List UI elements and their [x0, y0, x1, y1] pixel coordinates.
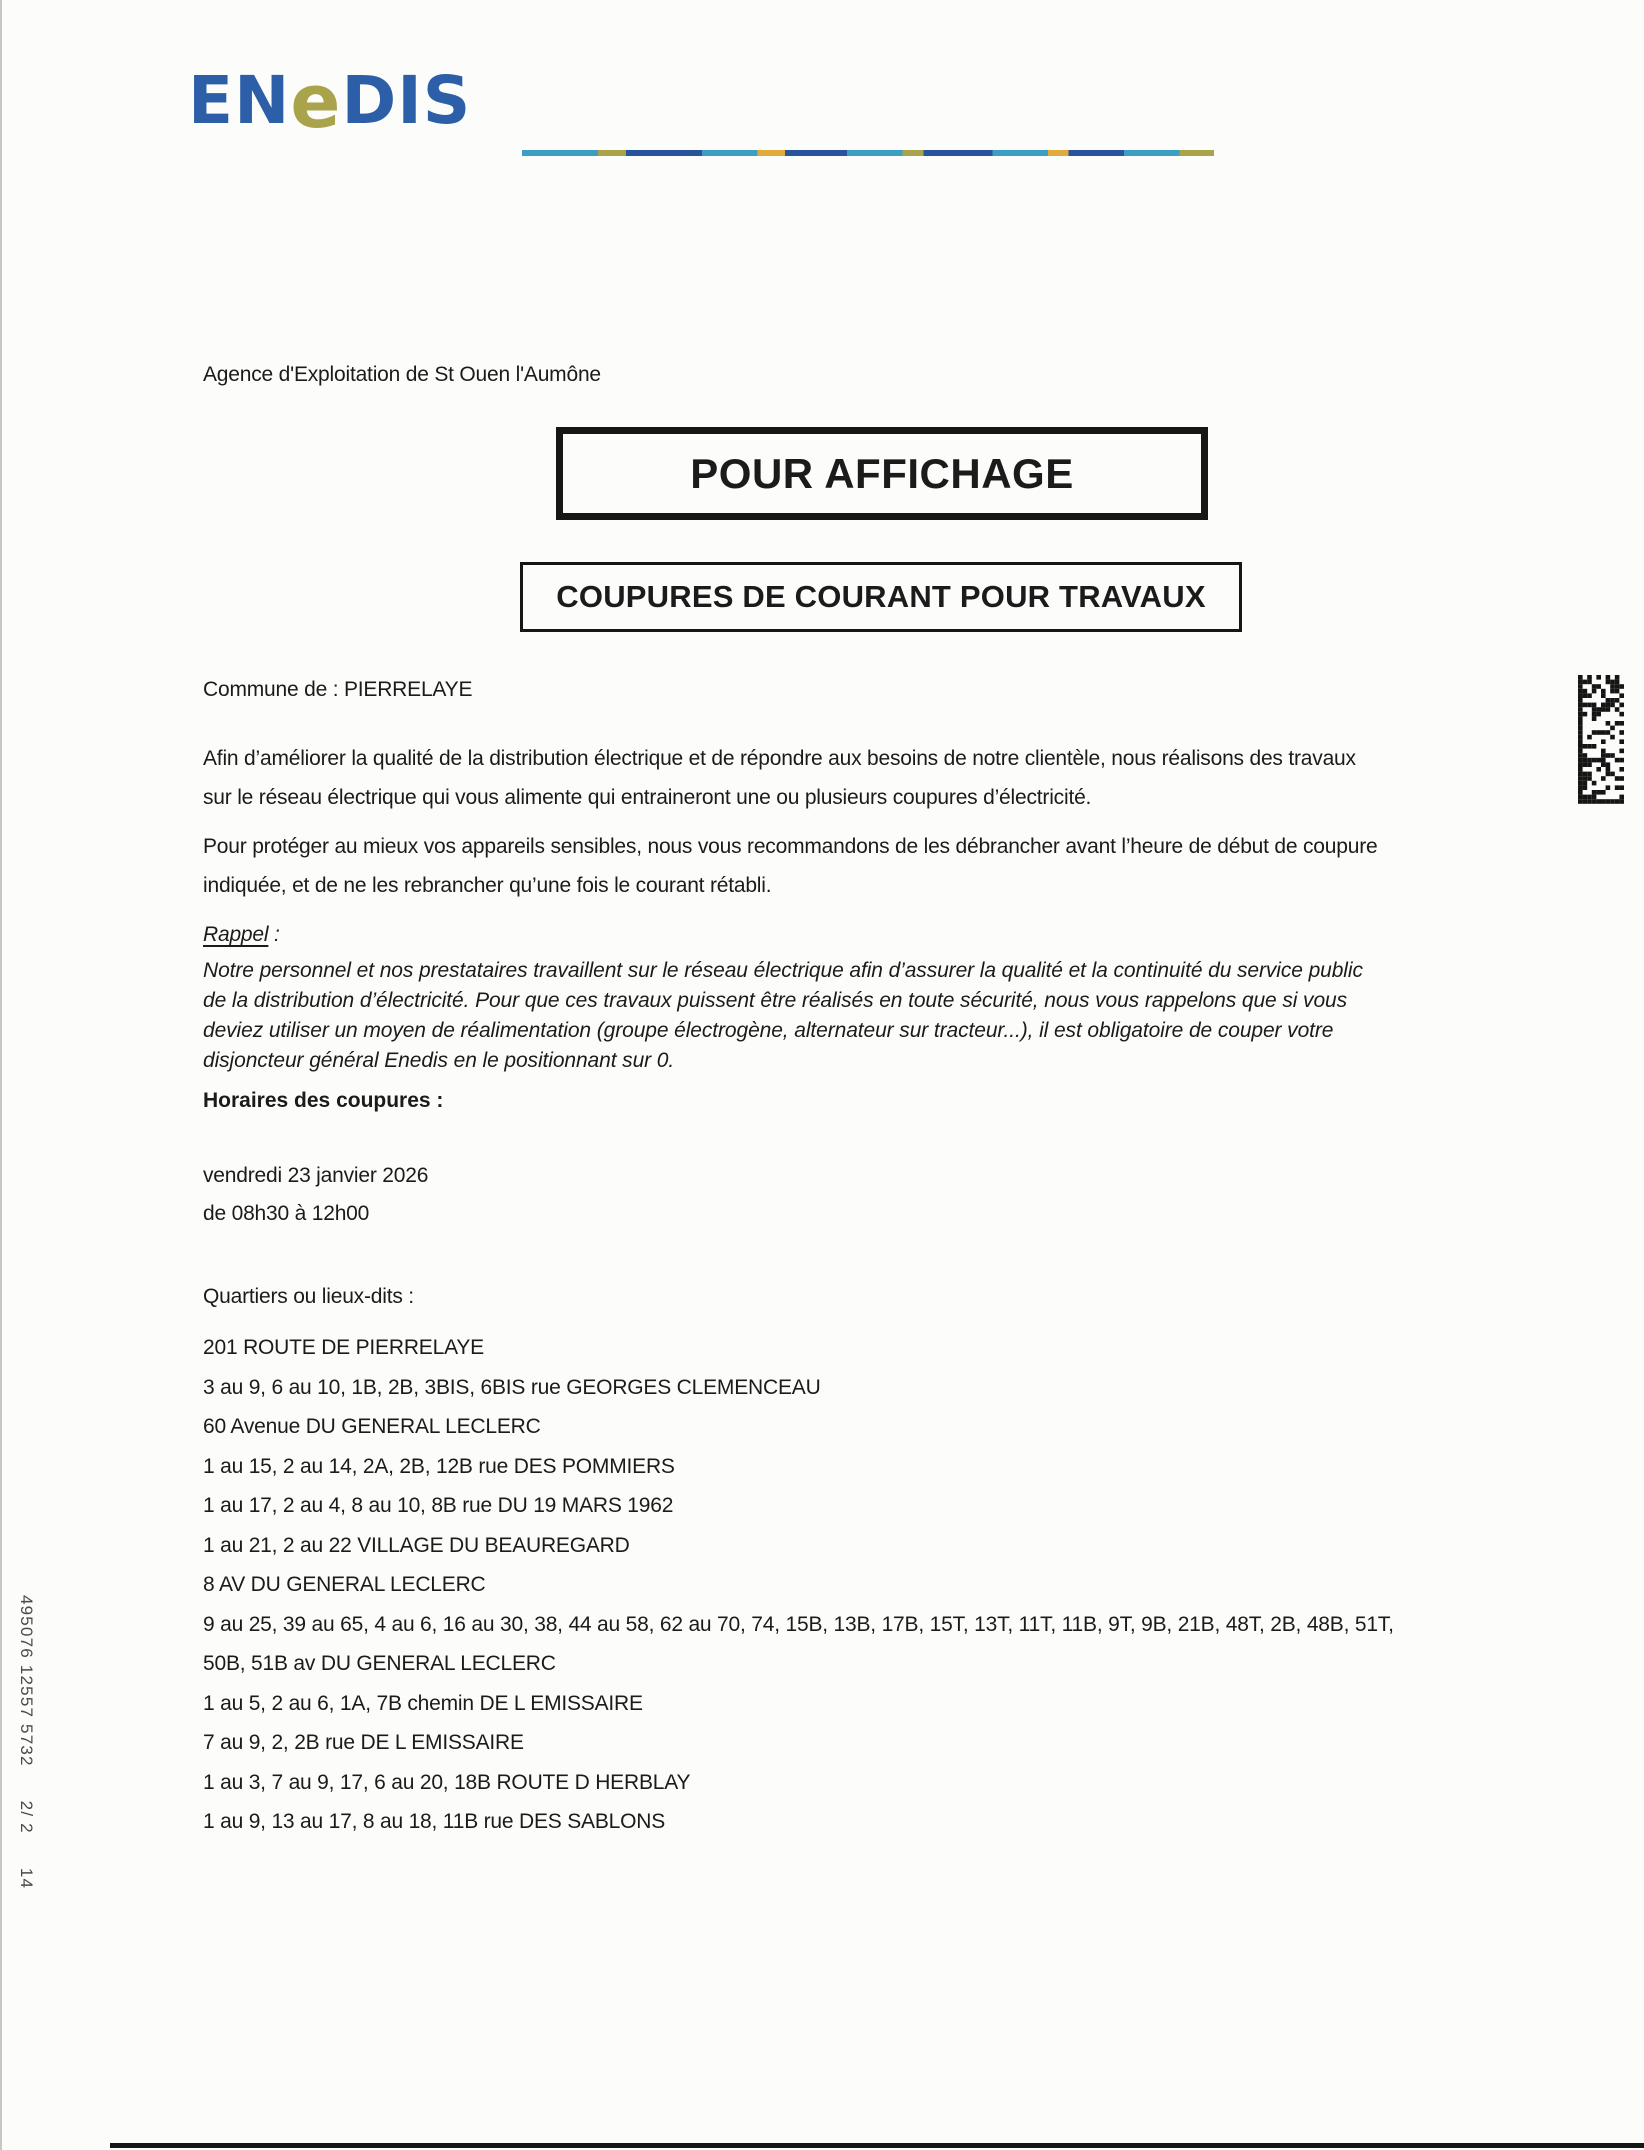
logo-text-mid: e — [290, 59, 342, 145]
streets-list — [203, 1328, 1394, 1842]
logo-separator-line — [522, 150, 1214, 156]
scan-edge-left — [0, 0, 2, 2150]
schedule-time: de 08h30 à 12h00 — [203, 1202, 370, 1225]
horaires-heading: Horaires des coupures : — [203, 1089, 444, 1112]
advice-paragraph — [203, 827, 1378, 905]
sidebar-reference — [16, 1595, 36, 1889]
text-line: 1 au 3, 7 au 9, 17, 6 au 20, 18B ROUTE D HERBLAY — [203, 1770, 691, 1794]
sidebar-page: 2/ 2 — [17, 1800, 36, 1834]
text-line: 3 au 9, 6 au 10, 1B, 2B, 3BIS, 6BIS rue GEORGES CLEMENCEAU — [203, 1375, 821, 1399]
intro-paragraph — [203, 739, 1356, 817]
text-line: 7 au 9, 2, 2B rue DE L EMISSAIRE — [203, 1731, 524, 1754]
agency-line: Agence d'Exploitation de St Ouen l'Aumône — [203, 363, 601, 386]
sidebar-code: 495076 12557 5732 — [17, 1595, 36, 1767]
affichage-banner-text: POUR AFFICHAGE — [690, 449, 1074, 497]
coupures-banner-text: COUPURES DE COURANT POUR TRAVAUX — [556, 579, 1206, 614]
text-line: 1 au 5, 2 au 6, 1A, 7B chemin DE L EMISSAIRE — [203, 1691, 643, 1715]
text-line: Notre personnel et nos prestataires travaillent sur le réseau électrique afin d’assurer la qualité et la continuité du service public — [203, 959, 1363, 982]
commune-line: Commune de : PIERRELAYE — [203, 678, 473, 701]
logo-text-right: DIS — [341, 61, 472, 139]
sidebar-sheet: 14 — [17, 1867, 36, 1890]
schedule-date: vendredi 23 janvier 2026 — [203, 1164, 429, 1187]
text-line: sur le réseau électrique qui vous alimente qui entraineront une ou plusieurs coupures d’électricité. — [203, 786, 1092, 809]
text-line: deviez utiliser un moyen de réalimentation (groupe électrogène, alternateur sur tracteur...), il est obligatoire de couper votre — [203, 1019, 1334, 1042]
rappel-heading-colon: : — [268, 923, 280, 946]
text-line: 50B, 51B av DU GENERAL LECLERC — [203, 1652, 556, 1675]
logo-text-left: EN — [188, 61, 291, 139]
affichage-banner — [556, 427, 1208, 520]
text-line: 1 au 9, 13 au 17, 8 au 18, 11B rue DES SABLONS — [203, 1810, 666, 1833]
text-line: indiquée, et de ne les rebrancher qu’une fois le courant rétabli. — [203, 874, 772, 897]
rappel-heading-word: Rappel — [203, 923, 269, 946]
enedis-logo — [188, 59, 472, 145]
text-line: 201 ROUTE DE PIERRELAYE — [203, 1336, 484, 1359]
datamatrix-barcode — [1578, 675, 1624, 804]
rappel-paragraph — [203, 956, 1363, 1076]
text-line: 1 au 17, 2 au 4, 8 au 10, 8B rue DU 19 MARS 1962 — [203, 1494, 674, 1517]
coupures-banner — [520, 562, 1242, 632]
text-line: 1 au 21, 2 au 22 VILLAGE DU BEAUREGARD — [203, 1533, 630, 1557]
text-line: Afin d’améliorer la qualité de la distribution électrique et de répondre aux besoins de notre clientèle, nous réalisons des travaux — [203, 747, 1356, 770]
text-line: disjoncteur général Enedis en le positionnant sur 0. — [203, 1049, 675, 1072]
text-line: 8 AV DU GENERAL LECLERC — [203, 1573, 486, 1596]
text-line: 9 au 25, 39 au 65, 4 au 6, 16 au 30, 38, 44 au 58, 62 au 70, 74, 15B, 13B, 17B, 15T, 13T, 11T, 11B, 9T, 9B, 21B, 48T, 2B, 48B, 51T, — [203, 1612, 1394, 1636]
scan-bottom-bar — [110, 2143, 1644, 2148]
text-line: de la distribution d’électricité. Pour que ces travaux puissent être réalisés en toute sécurité, nous vous rappelons que si vous — [203, 989, 1348, 1012]
quartiers-heading: Quartiers ou lieux-dits : — [203, 1285, 414, 1308]
text-line: 1 au 15, 2 au 14, 2A, 2B, 12B rue DES POMMIERS — [203, 1454, 675, 1478]
rappel-heading — [203, 923, 280, 947]
text-line: 60 Avenue DU GENERAL LECLERC — [203, 1415, 541, 1438]
text-line: Pour protéger au mieux vos appareils sensibles, nous vous recommandons de les débrancher avant l’heure de début de coupure — [203, 835, 1378, 858]
